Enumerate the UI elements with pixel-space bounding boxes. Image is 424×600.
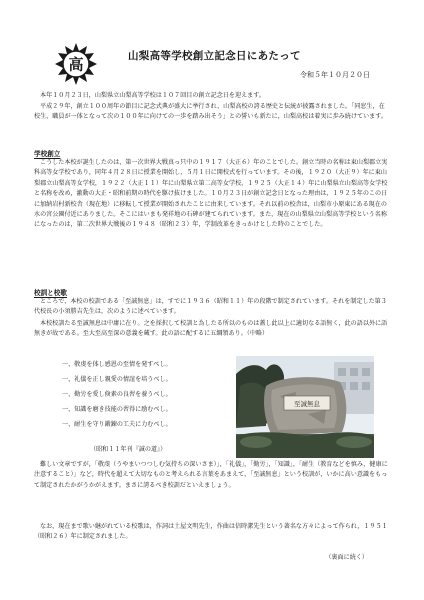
founding-heading [34,148,60,158]
school-crest-graphic [54,42,98,86]
intro-paragraph-2: 平成２９年，創立１００周年の節目に記念式典が盛大に挙行され，山梨高校の誇る歴史と伝統が披露されました。「同窓生，在校生，職員が一体となって次の１００年に向けての一歩を踏み出そう」との誓いも新たに，山梨高校は着実に歩み続けています。 [34,103,387,121]
motto-item: 一、知識を磨き技能の習得に励むべし。 [62,406,172,413]
continued-note: （裏面に続く） [325,554,368,561]
motto-heading-text: 校訓と校歌 [34,289,67,297]
motto-item: 一、耐生を守り鍛錬の工夫に力むべし。 [62,421,172,428]
intro-paragraph-1: 本年１０月２３日，山梨県立山梨高等学校は１０７回目の創立記念日を迎えます。 [40,92,265,99]
founding-heading-text: 学校創立 [34,150,61,158]
school-song-paragraph: なお，現在まで歌い継がれている校歌は，作詞は土屋文明先生，作曲は信時潔先生という著名な方々によって作られ，１９５１（昭和２６）年に制定されました。 [34,523,388,541]
motto-item: 一、礼儀を正し親愛の情誼を培うべし。 [62,376,172,383]
motto-intro-paragraph: ところで，本校の校訓である「至誠無息」は，すでに１９３６（昭和１１）年の段階で制定されています。それを制定した第３代校長の小須勝吉先生は，次のように述べています。 [34,298,387,316]
crest-character: 高 [68,55,84,74]
monument-photo [236,356,374,458]
motto-heading [34,287,67,297]
motto-quote-paragraph: 本校校訓たる至誠無息は中庸に在り。之を採択して校訓と為したる所以のものは蓋し此以上に適切なる語無く，此の語以外に語無きが故である。至大至高至深の意義を蔵す。此の語に配するに五綱領あり。（中略） [34,320,388,338]
founding-paragraph: こうした本校が誕生したのは，第一次世界大戦真っ只中の１９１７（大正６）年のことでした。創立当時の名称は東山梨郡立実科高等女学校であり，同年４月２８日に授業を開始し，５月１日に開校式を行っています。その後，１９２０（大正９）年に東山梨郡立山梨高等女学校，１９２２（大正１１）年に山梨県立第二高等女学校，１９２５（大正１４）年に山梨県立山梨高等女学校と名称を改め，激動の大正・昭和前期の時代を駆け抜けました。１０月２３日が創立記念日となった理由は，１９２５年のこの日に加納岩村新校舎（現在地）に移転して授業が開始されたことに由来しています。それ以前の校舎は，山梨市小原東にある現在の水の宮公園付近にありました。そこにはいまも発祥地の石碑が建てられています。また，現在の山梨県立山梨高等学校という名称になったのは，第二次世界大戦後の１９４８（昭和２３）年，学制改革をきっかけとした時のことでした。 [34,159,388,229]
school-crest-icon [54,42,98,86]
document-title: 山梨高等学校創立記念日にあたって [128,50,301,62]
monument-plaque-text: 至誠無息 [294,400,320,408]
monument-photo-graphic [236,356,374,458]
motto-source-caption: （昭和１１年刊『誠の道』） [90,446,167,453]
motto-list [62,357,232,432]
motto-item: 一、勤労を愛し倹素の良習を養うべし。 [62,391,172,398]
motto-explanation-paragraph: 難しい文章ですが，「敬虔（うやまいつつしむ気持ちの深いさま）」，「礼儀」，「勤労」，「知識」，「耐生（教育などを慎み，健康に注意すること）」など，時代を超えて大切なものと考えられる言葉をあまえて，「至誠無息」という校訓が，いかに高い意識をもって制定されたかがうかがえます。まさに誇るべき校訓だといえましょう。 [34,461,388,489]
motto-item: 一、敬虔を体し感恩の至情を発すべし。 [62,361,172,368]
document-date: 令和５年１０月２０日 [300,71,370,79]
